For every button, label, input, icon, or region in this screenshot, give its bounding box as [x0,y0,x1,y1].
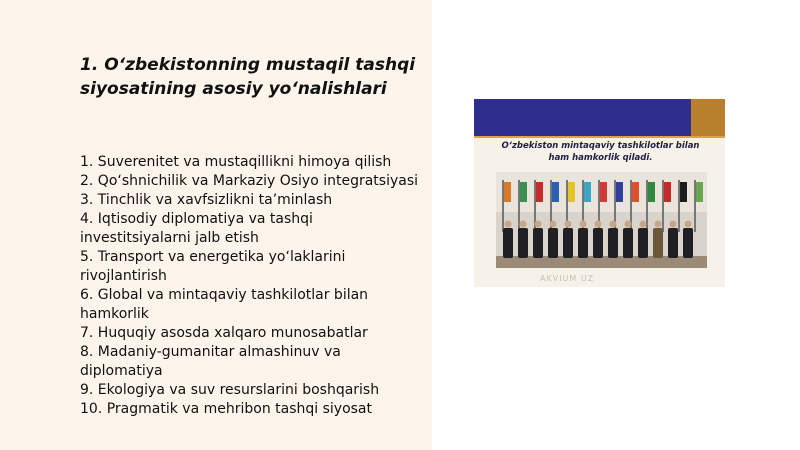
picture-banner [474,99,691,136]
list-item: 9. Ekologiya va suv resurslarini boshqarish [80,382,380,398]
directions-list [80,153,425,419]
picture-watermark: AKVIUM UZ [540,274,595,283]
list-item: 7. Huquqiy asosda xalqaro munosabatlar [80,325,368,341]
list-item: 6. Global va mintaqaviy tashkilotlar bilan hamkorlik [80,287,369,322]
summit-group-photo [496,172,707,268]
list-item: 3. Tinchlik va xavfsizlikni ta’minlash [80,192,333,208]
list-item: 4. Iqtisodiy diplomatiya va tashqi investitsiyalarni jalb etish [80,211,313,246]
list-item: 8. Madaniy-gumanitar almashinuv va diplomatiya [80,344,341,379]
list-item: 1. Suverenitet va mustaqillikni himoya qilish [80,154,392,170]
picture-caption: O‘zbekiston mintaqaviy tashkilotlar bilan ham hamkorlik qiladi. [501,141,700,163]
picture-banner-line [474,136,725,138]
list-item: 2. Qo‘shnichilik va Markaziy Osiyo integratsiyasi [80,173,419,189]
slide-picture [474,99,725,287]
picture-banner-accent [691,99,725,136]
slide-title: 1. O‘zbekistonning mustaqil tashqi siyosatining asosiy yo‘nalishlari [80,55,416,99]
list-item: 5. Transport va energetika yo‘laklarini rivojlantirish [80,249,346,284]
list-item: 10. Pragmatik va mehribon tashqi siyosat [80,401,373,417]
